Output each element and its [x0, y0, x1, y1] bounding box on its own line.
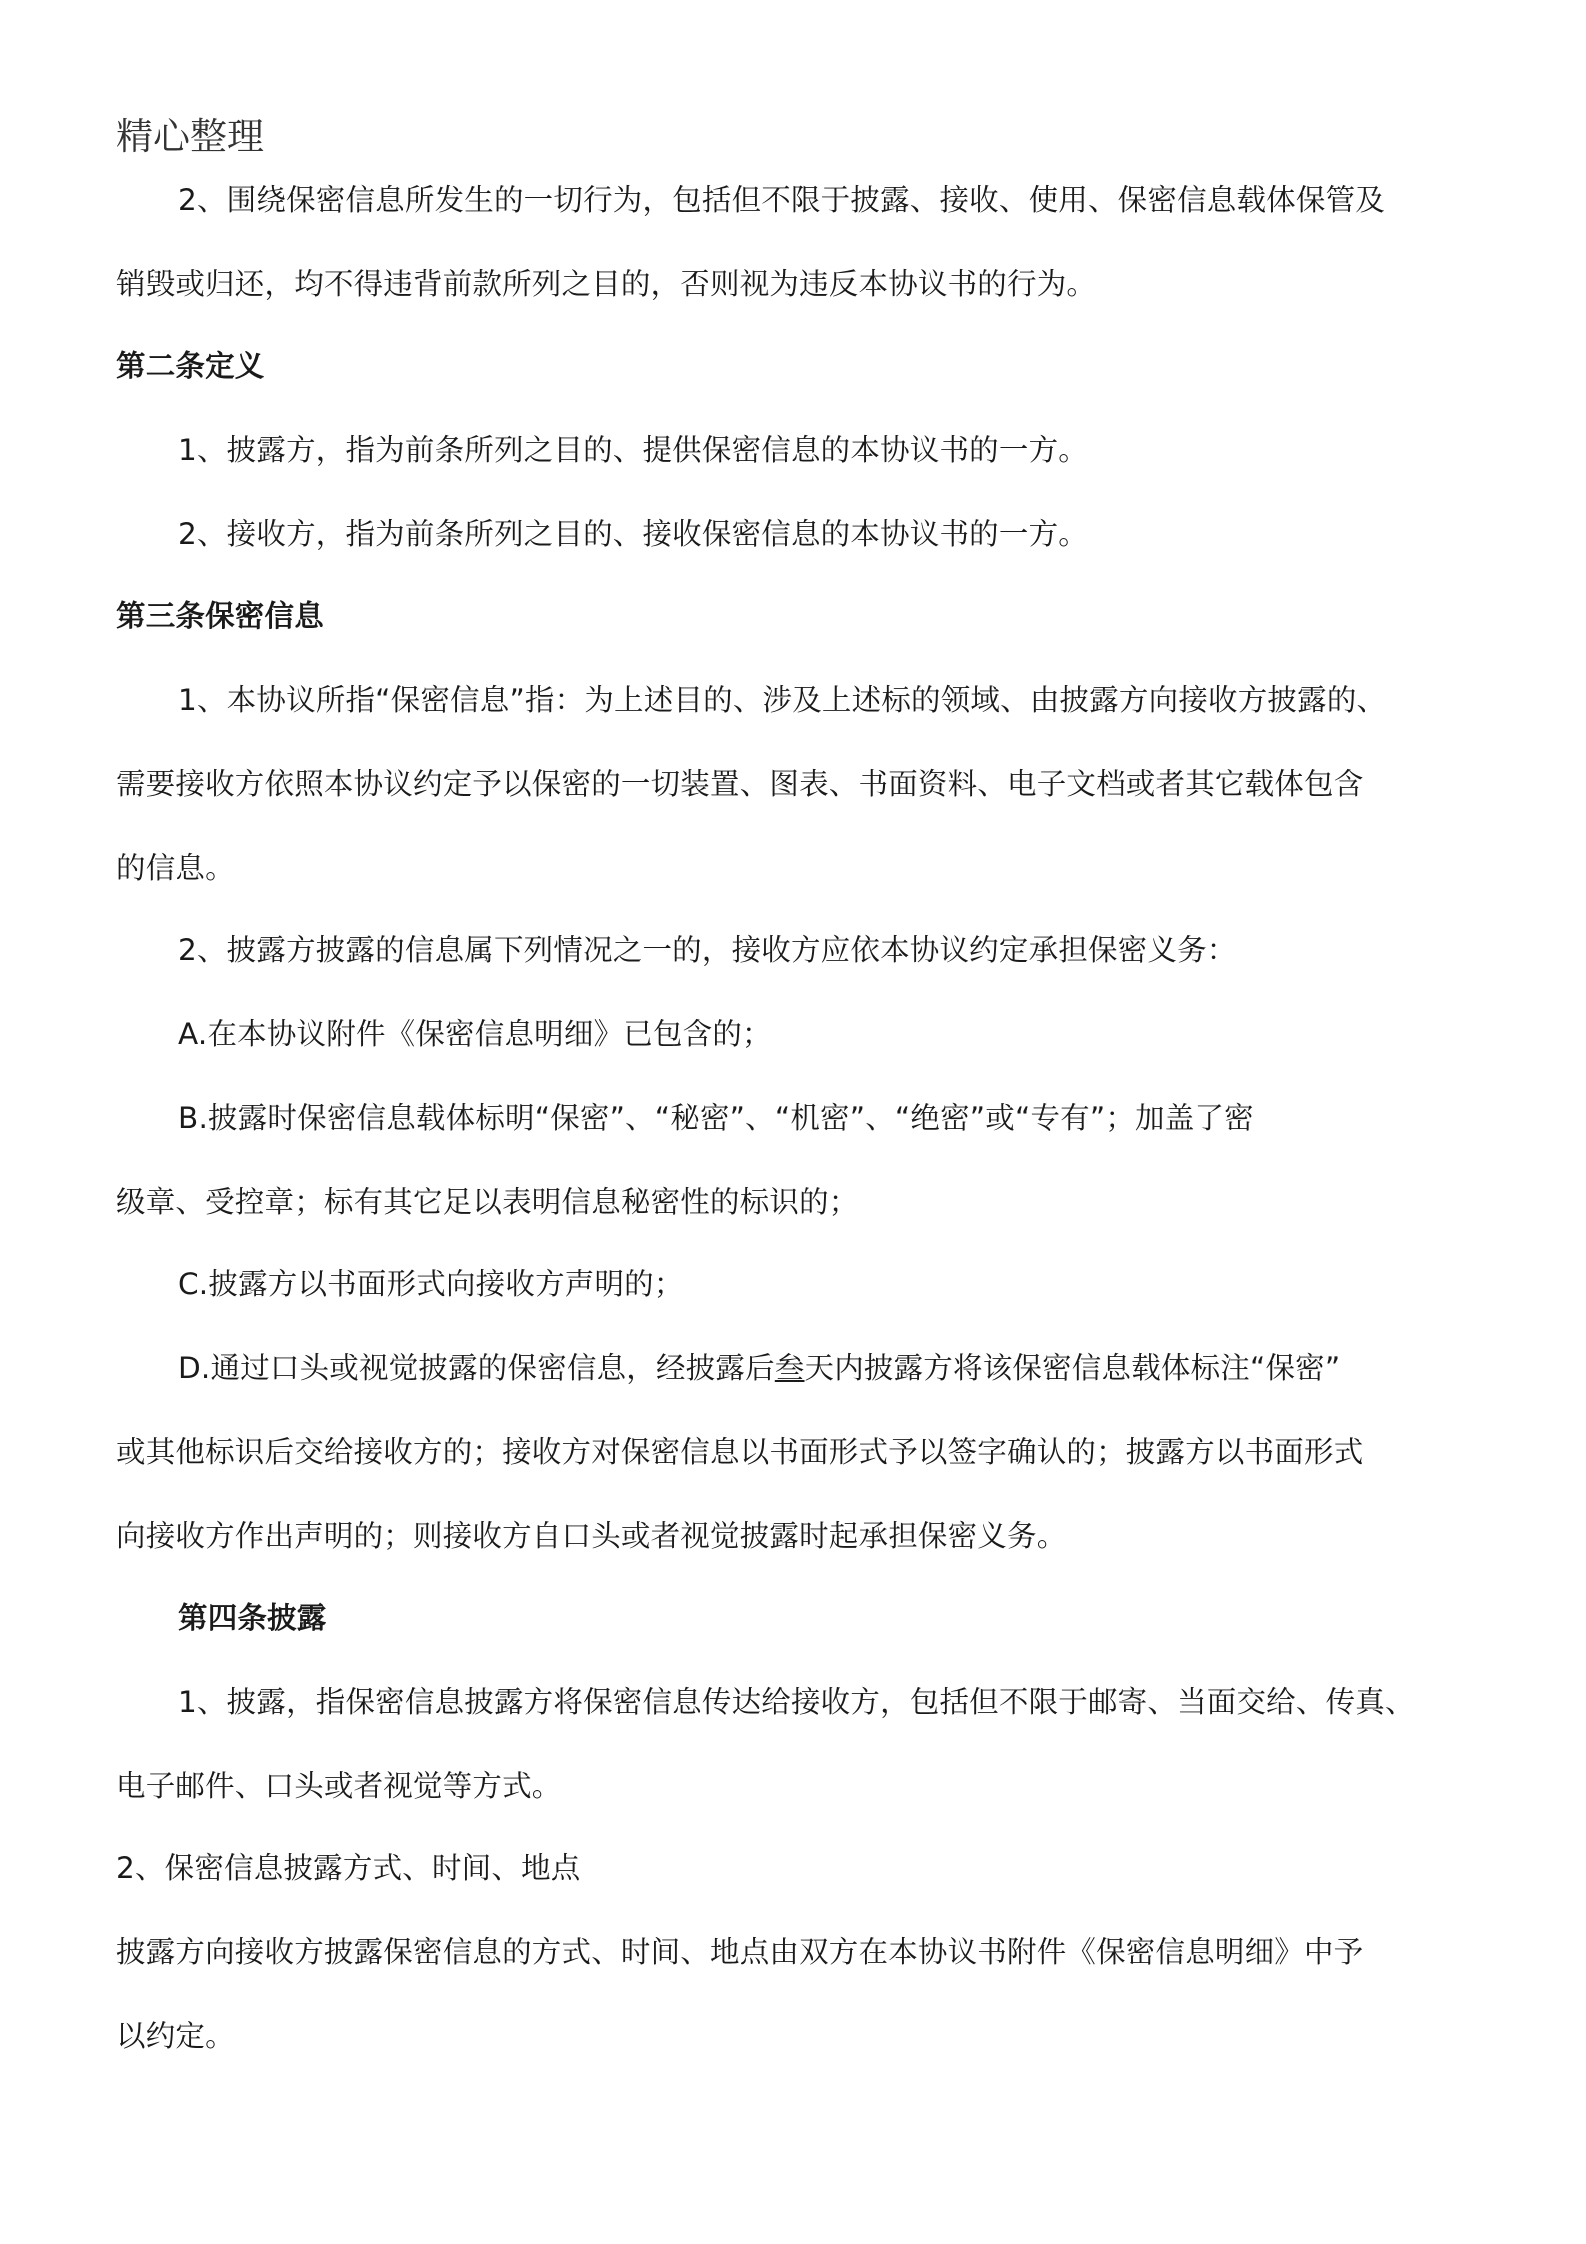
- list-item: C.披露方以书面形式向接收方声明的；: [178, 1267, 684, 1301]
- list-item: B.披露时保密信息载体标明“保密”、“秘密”、“机密”、“绝密”或“专有”；加盖了密: [178, 1101, 1254, 1135]
- paragraph-line: 2、披露方披露的信息属下列情况之一的，接收方应依本协议约定承担保密义务：: [178, 933, 1237, 967]
- paragraph-line: 1、本协议所指“保密信息”指：为上述目的、涉及上述标的领域、由披露方向接收方披露的、: [178, 683, 1387, 717]
- paragraph-line: 或其他标识后交给接收方的；接收方对保密信息以书面形式予以签字确认的；披露方以书面形式: [116, 1435, 1364, 1469]
- paragraph-line: 需要接收方依照本协议约定予以保密的一切装置、图表、书面资料、电子文档或者其它载体包含: [116, 767, 1364, 801]
- list-item: [178, 1346, 1340, 1390]
- paragraph-line: 销毁或归还，均不得违背前款所列之目的，否则视为违反本协议书的行为。: [116, 267, 1097, 301]
- underlined-number: 叁: [774, 1351, 805, 1385]
- list-item: A.在本协议附件《保密信息明细》已包含的；: [178, 1017, 772, 1051]
- section-heading: 第四条披露: [178, 1601, 327, 1635]
- paragraph-line: 2、保密信息披露方式、时间、地点: [116, 1851, 581, 1885]
- section-heading: 第三条保密信息: [116, 599, 324, 633]
- list-item-text: 天内披露方将该保密信息载体标注“保密”: [804, 1351, 1341, 1385]
- header-note: 精心整理: [116, 115, 264, 158]
- paragraph-line: 向接收方作出声明的；则接收方自口头或者视觉披露时起承担保密义务。: [116, 1519, 1067, 1553]
- section-heading: 第二条定义: [116, 349, 265, 383]
- paragraph-line: 以约定。: [116, 2019, 235, 2053]
- paragraph-line: 1、披露方，指为前条所列之目的、提供保密信息的本协议书的一方。: [178, 433, 1088, 467]
- list-item-text: D.通过口头或视觉披露的保密信息，经披露后: [178, 1351, 775, 1385]
- paragraph-line: 2、围绕保密信息所发生的一切行为，包括但不限于披露、接收、使用、保密信息载体保管及: [178, 183, 1385, 217]
- paragraph-line: 2、接收方，指为前条所列之目的、接收保密信息的本协议书的一方。: [178, 517, 1088, 551]
- paragraph-line: 的信息。: [116, 851, 235, 885]
- paragraph-line: 披露方向接收方披露保密信息的方式、时间、地点由双方在本协议书附件《保密信息明细》中予: [116, 1935, 1364, 1969]
- paragraph-line: 级章、受控章；标有其它足以表明信息秘密性的标识的；: [116, 1185, 859, 1219]
- paragraph-line: 电子邮件、口头或者视觉等方式。: [116, 1769, 562, 1803]
- paragraph-line: 1、披露，指保密信息披露方将保密信息传达给接收方，包括但不限于邮寄、当面交给、传真、: [178, 1685, 1415, 1719]
